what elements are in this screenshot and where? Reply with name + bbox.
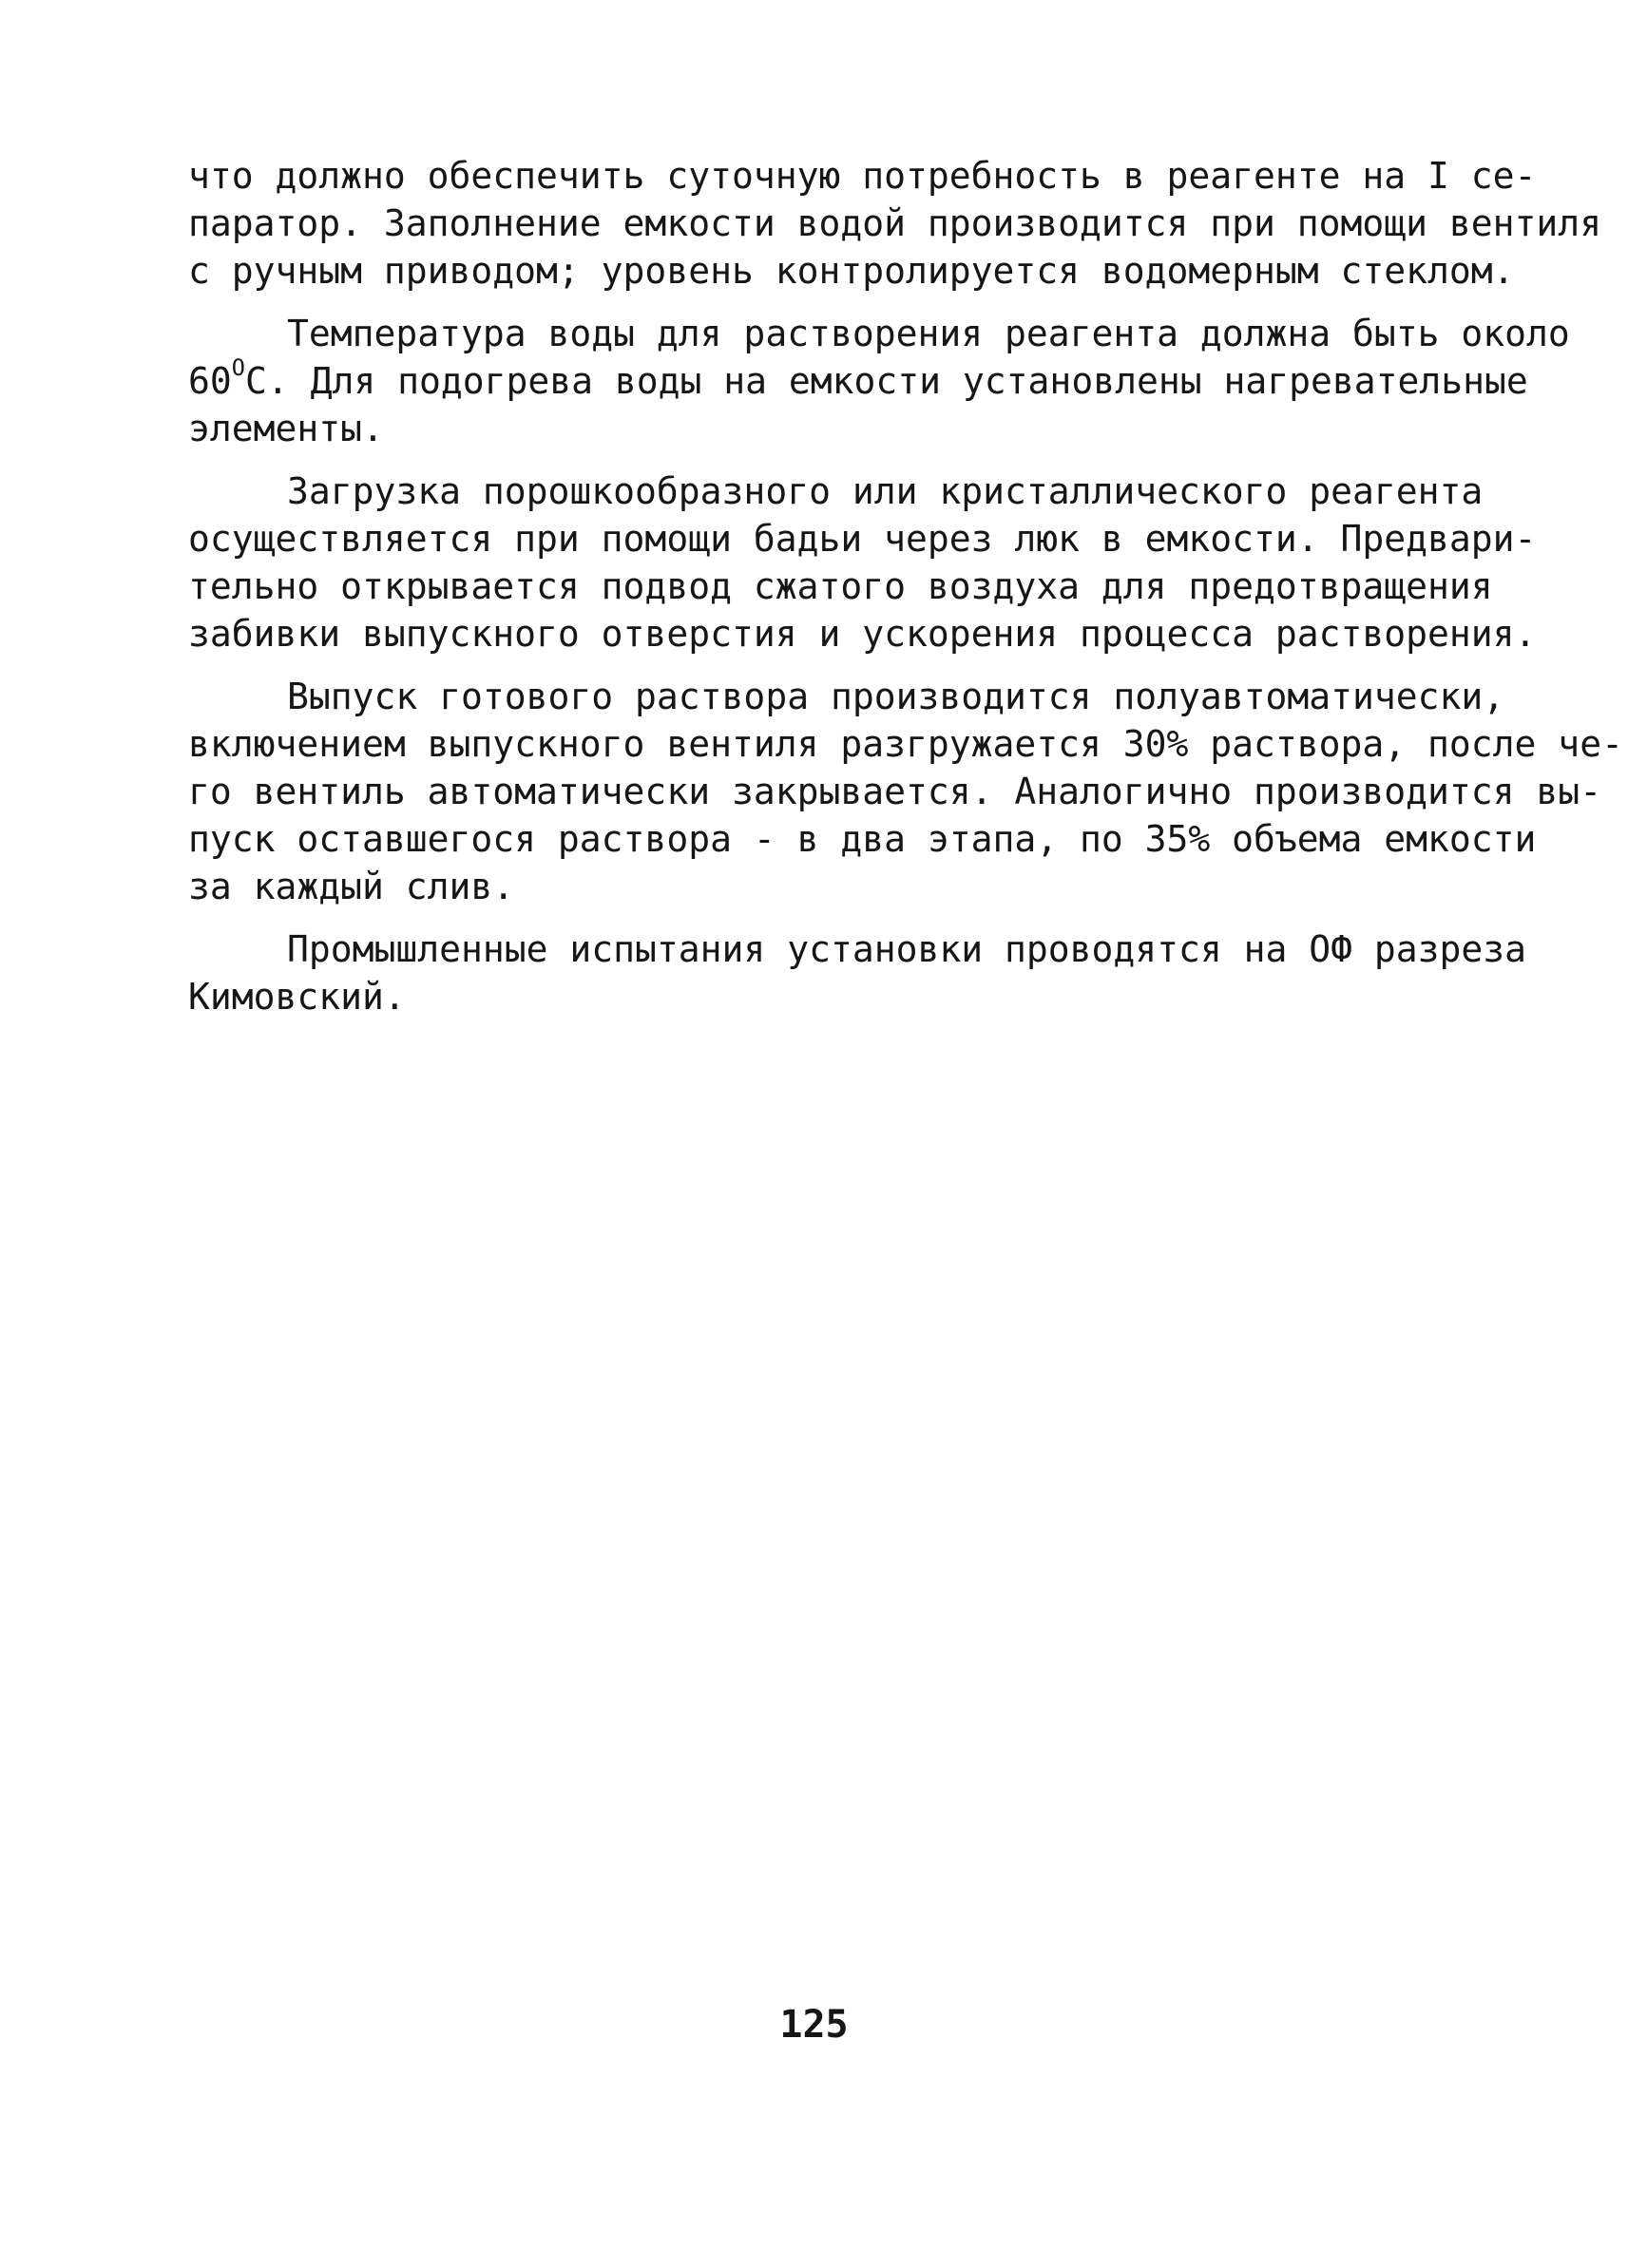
text-line: за каждый слив. xyxy=(188,866,515,907)
page-number: 125 xyxy=(779,2003,849,2047)
text-line: Температура воды для растворения реагента должна быть около xyxy=(287,313,1570,354)
temperature-value: 60 xyxy=(188,360,232,402)
text-line: пуск оставшегося раствора - в два этапа, по 35% объема емкости xyxy=(188,818,1537,860)
paragraph-reagent-loading xyxy=(188,467,1537,658)
paragraph-industrial-testing xyxy=(188,925,1527,1020)
text-line: тельно открывается подвод сжатого воздуха для предотвращения xyxy=(188,565,1493,607)
paragraph-water-temperature xyxy=(188,310,1570,452)
text-line: Загрузка порошкообразного или кристаллического реагента xyxy=(287,470,1484,512)
text-line: го вентиль автоматически закрывается. Аналогично производится вы- xyxy=(188,771,1602,812)
text-line: паратор. Заполнение емкости водой производится при помощи вентиля xyxy=(188,202,1602,244)
text-line: Кимовский. xyxy=(188,976,406,1018)
text-line: элементы. xyxy=(188,408,384,449)
text-line-continuation: С. Для подогрева воды на емкости установлены нагревательные xyxy=(244,360,1528,402)
text-line: что должно обеспечить суточную потребность в реагенте на I се- xyxy=(188,155,1537,197)
text-line: с ручным приводом; уровень контролируется водомерным стеклом. xyxy=(188,250,1515,292)
text-line: забивки выпускного отверстия и ускорения процесса растворения. xyxy=(188,613,1537,655)
text-line-temperature xyxy=(188,354,1528,405)
degree-mark: О xyxy=(231,354,245,382)
paragraph-solution-discharge xyxy=(188,673,1623,910)
paragraph-reagent-capacity xyxy=(188,152,1602,295)
text-line: Выпуск готового раствора производится полуавтоматически, xyxy=(287,676,1505,717)
body-text xyxy=(188,152,1623,1036)
text-line: Промышленные испытания установки проводятся на ОФ разреза xyxy=(287,928,1527,970)
text-line: осуществляется при помощи бадьи через люк в емкости. Предвари- xyxy=(188,518,1537,560)
text-line: включением выпускного вентиля разгружается 30% раствора, после че- xyxy=(188,723,1623,765)
